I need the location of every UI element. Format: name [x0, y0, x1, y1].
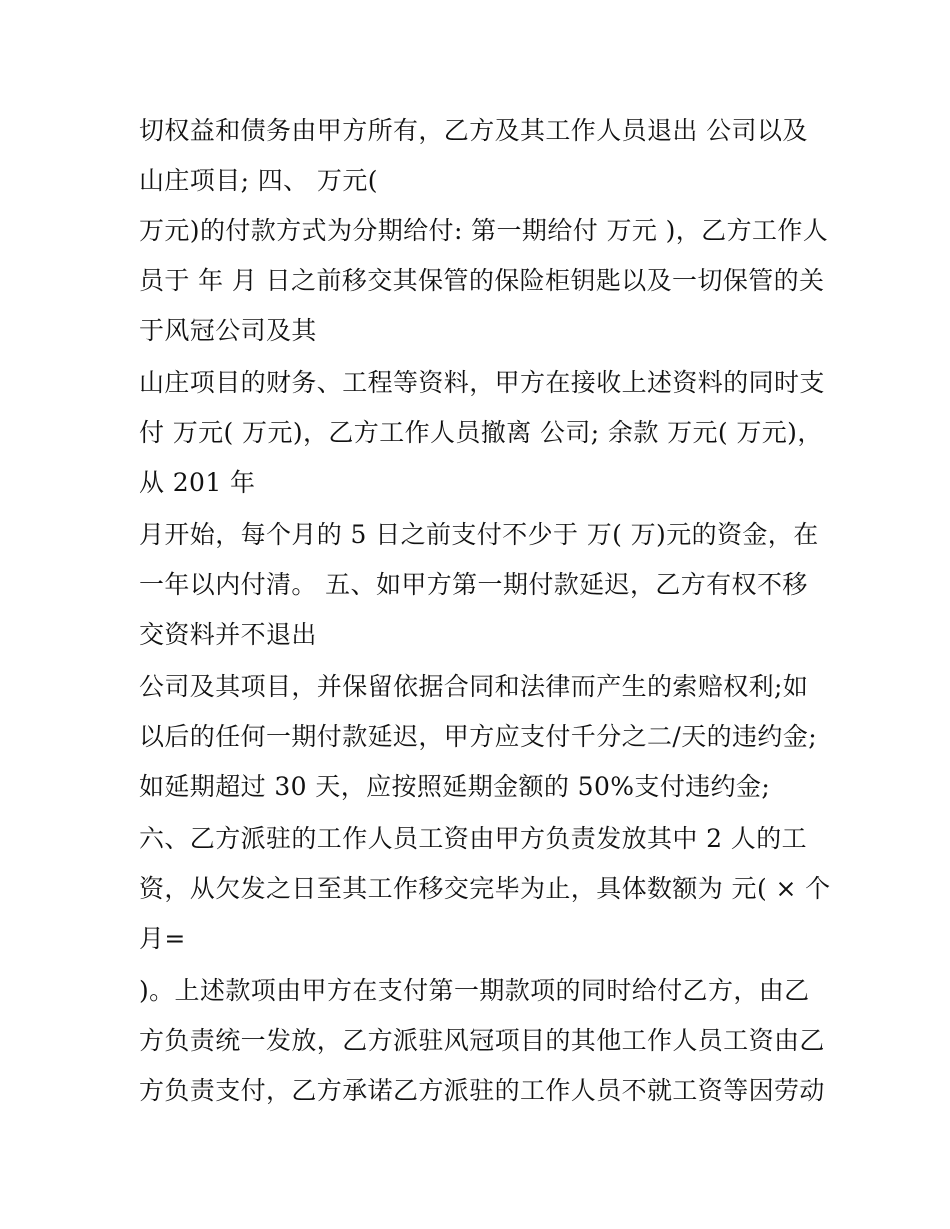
text-line: 万元)的付款方式为分期给付: 第一期给付 万元 )，乙方工作人 [139, 216, 829, 245]
text-line: 切权益和债务由甲方所有，乙方及其工作人员退出 公司以及 [139, 116, 808, 145]
text-line: 六、乙方派驻的工作人员工资由甲方负责发放其中 2 人的工 [139, 824, 808, 853]
text-line: 方负责支付，乙方承诺乙方派驻的工作人员不就工资等因劳动 [139, 1076, 825, 1105]
text-line: 于风冠公司及其 [139, 316, 317, 345]
text-line: 以后的任何一期付款延迟，甲方应支付千分之二/天的违约金; [139, 722, 818, 751]
text-line: 方负责统一发放，乙方派驻风冠项目的其他工作人员工资由乙 [139, 1026, 825, 1055]
text-line: 公司及其项目，并保留依据合同和法律而产生的索赔权利;如 [139, 672, 809, 701]
text-line: 交资料并不退出 [139, 620, 317, 649]
text-line: 员于 年 月 日之前移交其保管的保险柜钥匙以及一切保管的关 [139, 266, 825, 295]
text-line: 山庄项目的财务、工程等资料，甲方在接收上述资料的同时支 [139, 368, 825, 397]
text-line: 付 万元( 万元)，乙方工作人员撤离 公司; 余款 万元( 万元)， [139, 418, 823, 447]
text-line: 一年以内付清。 五、如甲方第一期付款延迟，乙方有权不移 [139, 570, 808, 599]
text-line: 月开始，每个月的 5 日之前支付不少于 万( 万)元的资金，在 [139, 520, 819, 549]
text-line: 如延期超过 30 天，应按照延期金额的 50%支付违约金; [139, 772, 771, 801]
text-line: 从 201 年 [139, 468, 256, 497]
text-line: 山庄项目; 四、 万元( [139, 166, 378, 195]
text-line: 资，从欠发之日至其工作移交完毕为止，具体数额为 元( × 个 [139, 874, 831, 903]
text-line: 月= [139, 924, 186, 953]
text-line: )。上述款项由甲方在支付第一期款项的同时给付乙方，由乙 [139, 976, 810, 1005]
